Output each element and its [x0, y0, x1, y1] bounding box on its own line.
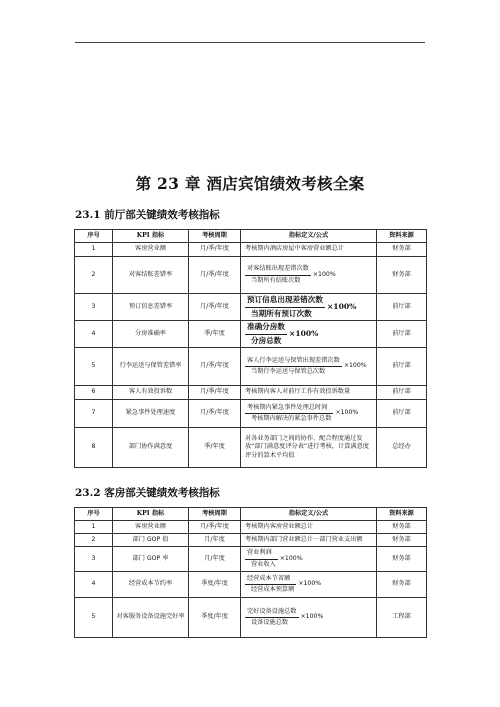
row-source: 财务部 — [377, 257, 427, 294]
chapter-title: 第 23 章 酒店宾馆绩效考核全案 — [135, 174, 365, 193]
row-period: 月/年度 — [189, 534, 241, 547]
row-definition: 对各业务部门之间的协作、配合程度通过发放“部门满意度评分表”进行考核，计算满意度评分的算术平均值 — [241, 428, 377, 468]
row-no: 2 — [75, 534, 113, 547]
header-no: 序号 — [75, 230, 113, 243]
formula-fraction — [245, 608, 323, 628]
row-formula — [241, 598, 377, 638]
table-row — [75, 243, 427, 257]
row-no: 3 — [75, 547, 113, 572]
formula-denominator: 当期所有预订次数 — [251, 308, 312, 318]
row-kpi: 部门 GOP 值 — [113, 534, 189, 547]
formula-multiplier: ×100% — [279, 554, 303, 562]
table-row — [75, 257, 427, 294]
table-row — [75, 294, 427, 321]
formula-fraction — [245, 265, 336, 285]
row-no: 2 — [75, 257, 113, 294]
row-period: 季度/年度 — [189, 572, 241, 598]
row-no: 1 — [75, 243, 113, 257]
row-definition: 考核期内部门营业额总计－部门营业支出额 — [241, 534, 377, 547]
table-header-row — [75, 508, 427, 521]
row-period: 月/季/年度 — [189, 521, 241, 534]
row-no: 4 — [75, 321, 113, 348]
row-kpi: 客房营业额 — [113, 521, 189, 534]
row-no: 1 — [75, 521, 113, 534]
formula-fraction — [245, 575, 321, 595]
header-source: 资料来源 — [377, 230, 427, 243]
table-row — [75, 521, 427, 534]
table-row — [75, 428, 427, 468]
table-row — [75, 572, 427, 598]
row-source: 财务部 — [377, 521, 427, 534]
table-row — [75, 400, 427, 428]
formula-numerator: 考核期内紧急事件处理总时间 — [245, 404, 333, 414]
row-definition: 考核期内客人对前厅工作有效投诉数量 — [241, 386, 377, 400]
formula-multiplier: ×100% — [343, 362, 367, 370]
row-kpi: 经营成本节约率 — [113, 572, 189, 598]
row-period: 季/年度 — [189, 428, 241, 468]
formula-fraction — [245, 549, 303, 569]
row-period: 季/年度 — [189, 321, 241, 348]
row-no: 6 — [75, 386, 113, 400]
row-no: 5 — [75, 598, 113, 638]
formula-numerator: 完好设备设施总数 — [245, 608, 299, 618]
row-source: 前厅部 — [377, 400, 427, 428]
row-definition: 考核期内客房营业额总计 — [241, 521, 377, 534]
formula-denominator: 当期行李运送与保管总次数 — [251, 368, 326, 375]
formula-denominator: 经营成本预算额 — [251, 586, 295, 593]
section-title-housekeeping: 23.2 客房部关键绩效考核指标 — [75, 487, 220, 499]
row-kpi: 对客结账差错率 — [113, 257, 189, 294]
row-formula — [241, 321, 377, 348]
formula-multiplier: ×100% — [326, 301, 357, 311]
formula-fraction — [245, 322, 318, 346]
formula-denominator: 分房总数 — [251, 335, 282, 345]
header-source: 资料来源 — [377, 508, 427, 521]
formula-numerator: 客人行李运送与保管出现差错次数 — [245, 357, 342, 367]
formula-fraction — [245, 357, 367, 377]
section-title-front-office: 23.1 前厅部关键绩效考核指标 — [75, 209, 220, 221]
row-source: 财务部 — [377, 547, 427, 572]
formula-multiplier: ×100% — [335, 409, 359, 417]
row-source: 前厅部 — [377, 386, 427, 400]
formula-multiplier: ×100% — [288, 328, 319, 338]
formula-fraction — [245, 295, 356, 319]
table-header-row — [75, 230, 427, 243]
row-no: 8 — [75, 428, 113, 468]
row-kpi: 行李运送与保管差错率 — [113, 348, 189, 386]
formula-fraction — [245, 404, 358, 424]
formula-numerator: 准确分房数 — [245, 322, 287, 334]
row-no: 7 — [75, 400, 113, 428]
formula-multiplier: ×100% — [300, 613, 324, 621]
row-formula — [241, 257, 377, 294]
row-period: 月/季/年度 — [189, 243, 241, 257]
front-office-kpi-table — [74, 229, 427, 468]
row-formula — [241, 572, 377, 598]
header-no: 序号 — [75, 508, 113, 521]
header-definition: 指标定义/公式 — [241, 508, 377, 521]
table-row — [75, 321, 427, 348]
formula-denominator: 考核期内解决的紧急事件总数 — [251, 415, 332, 422]
row-source: 财务部 — [377, 534, 427, 547]
row-source: 工程部 — [377, 598, 427, 638]
header-rule — [75, 42, 425, 43]
header-definition: 指标定义/公式 — [241, 230, 377, 243]
row-formula — [241, 400, 377, 428]
table-row — [75, 534, 427, 547]
formula-numerator: 对客结账出现差错次数 — [245, 265, 311, 275]
row-kpi: 客人有效投诉数 — [113, 386, 189, 400]
table-row — [75, 348, 427, 386]
row-kpi: 部门 GOP 率 — [113, 547, 189, 572]
row-period: 月/季/年度 — [189, 294, 241, 321]
row-kpi: 客房营业额 — [113, 243, 189, 257]
row-source: 前厅部 — [377, 321, 427, 348]
row-no: 4 — [75, 572, 113, 598]
row-period: 季度/年度 — [189, 598, 241, 638]
row-source: 前厅部 — [377, 294, 427, 321]
formula-multiplier: ×100% — [312, 270, 336, 278]
row-kpi: 部门协作满意度 — [113, 428, 189, 468]
row-source: 财务部 — [377, 572, 427, 598]
row-period: 月/季/年度 — [189, 400, 241, 428]
row-source: 财务部 — [377, 243, 427, 257]
row-kpi: 对客服务设备设施完好率 — [113, 598, 189, 638]
formula-denominator: 设备设施总数 — [251, 619, 289, 626]
formula-denominator: 营业收入 — [251, 560, 276, 568]
header-period: 考核周期 — [189, 230, 241, 243]
header-kpi: KPI 指标 — [113, 508, 189, 521]
housekeeping-kpi-table — [74, 507, 427, 638]
table-row — [75, 547, 427, 572]
table-row — [75, 598, 427, 638]
formula-numerator: 预订信息出现差错次数 — [245, 295, 325, 307]
formula-numerator: 经营成本节省额 — [245, 575, 296, 585]
formula-multiplier: ×100% — [298, 580, 322, 588]
row-source: 前厅部 — [377, 348, 427, 386]
header-period: 考核周期 — [189, 508, 241, 521]
row-source: 总经办 — [377, 428, 427, 468]
row-kpi: 紧急事件处理速度 — [113, 400, 189, 428]
row-formula — [241, 294, 377, 321]
formula-denominator: 当期所有结账次数 — [251, 276, 301, 284]
row-no: 3 — [75, 294, 113, 321]
row-formula — [241, 348, 377, 386]
row-no: 5 — [75, 348, 113, 386]
row-formula — [241, 547, 377, 572]
row-period: 月/年度 — [189, 547, 241, 572]
row-period: 月/季/年度 — [189, 257, 241, 294]
row-period: 月/季/年度 — [189, 348, 241, 386]
row-definition: 考核期内酒店房屋中客房营业额总计 — [241, 243, 377, 257]
table-row — [75, 386, 427, 400]
row-kpi: 预订信息差错率 — [113, 294, 189, 321]
formula-numerator: 营业利润 — [245, 549, 278, 559]
row-kpi: 分房准确率 — [113, 321, 189, 348]
row-period: 月/季/年度 — [189, 386, 241, 400]
header-kpi: KPI 指标 — [113, 230, 189, 243]
